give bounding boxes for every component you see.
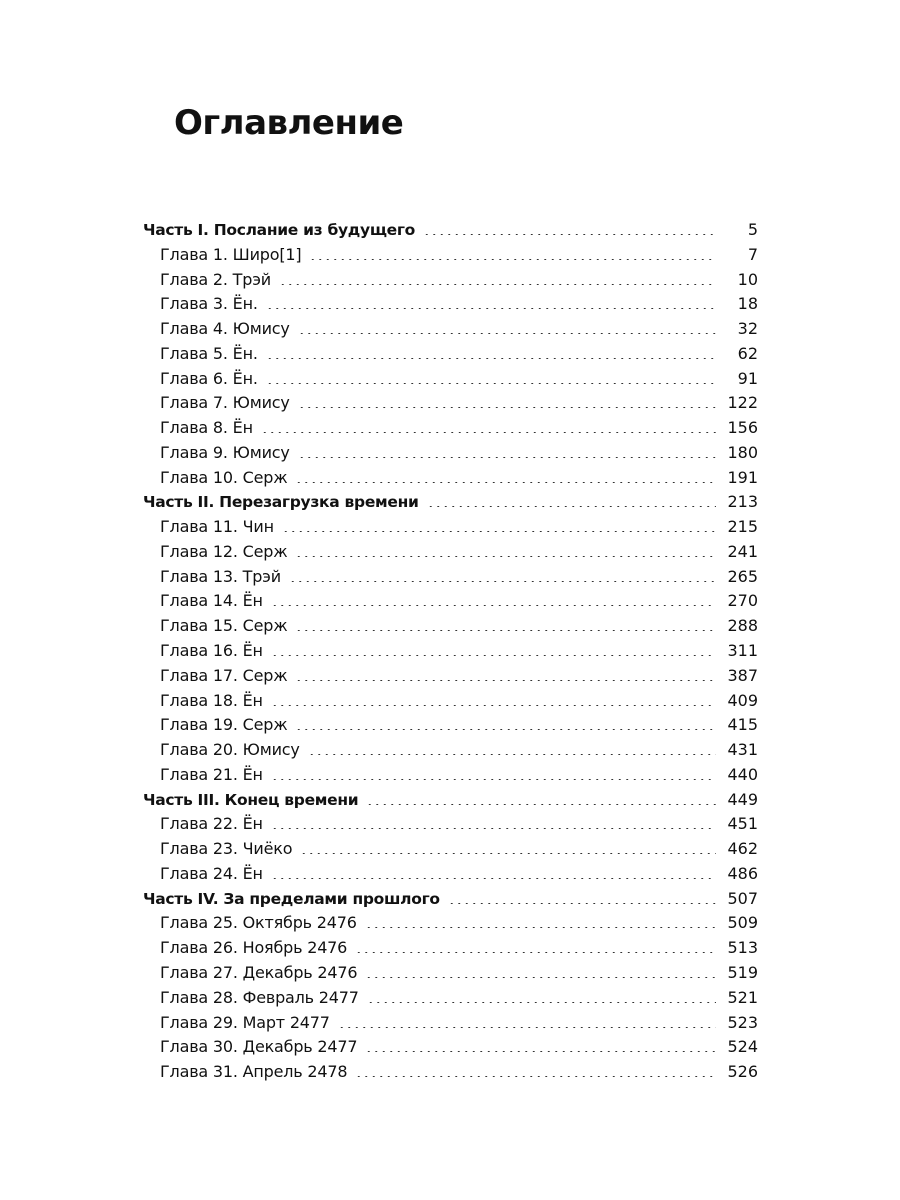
toc-dot-leader [271,828,716,829]
toc-chapter-entry[interactable] [143,812,758,837]
toc-dot-leader [289,581,716,582]
toc-entry-page-number: 387 [727,665,758,685]
toc-entry-page-number: 213 [727,492,758,512]
toc-entry-page-number: 156 [727,418,758,438]
toc-entry-label: Глава 12. Серж [160,541,288,561]
toc-entry-label: Глава 14. Ён [160,591,263,611]
toc-dot-leader [338,1027,716,1028]
toc-dot-leader [295,680,716,681]
toc-entry-label: Глава 25. Октябрь 2476 [160,913,357,933]
toc-entry-label: Глава 31. Апрель 2478 [160,1062,348,1082]
toc-dot-leader [271,705,716,706]
toc-entry-label: Глава 19. Серж [160,715,288,735]
toc-entry-page-number: 7 [747,244,758,264]
toc-chapter-entry[interactable] [143,466,758,491]
toc-chapter-entry[interactable] [143,837,758,862]
toc-entry-label: Глава 7. Юмису [160,393,290,413]
toc-dot-leader [298,333,716,334]
toc-dot-leader [423,234,716,235]
toc-entry-page-number: 513 [727,938,758,958]
toc-dot-leader [427,506,716,507]
toc-entry-page-number: 431 [727,740,758,760]
toc-chapter-entry[interactable] [143,1060,758,1085]
toc-entry-page-number: 311 [727,641,758,661]
toc-entry-label: Глава 6. Ён. [160,368,258,388]
toc-dot-leader [279,284,716,285]
toc-part-entry[interactable] [143,218,758,243]
toc-entry-label: Глава 3. Ён. [160,294,258,314]
table-of-contents [143,218,758,1085]
toc-dot-leader [261,432,716,433]
toc-entry-page-number: 270 [727,591,758,611]
toc-chapter-entry[interactable] [143,689,758,714]
toc-chapter-entry[interactable] [143,763,758,788]
toc-entry-label: Глава 16. Ён [160,641,263,661]
toc-chapter-entry[interactable] [143,936,758,961]
toc-dot-leader [355,952,716,953]
toc-entry-page-number: 288 [727,616,758,636]
toc-entry-page-number: 523 [727,1012,758,1032]
toc-dot-leader [271,605,716,606]
toc-part-entry[interactable] [143,788,758,813]
page-title: Оглавление [174,103,404,143]
toc-entry-label: Глава 23. Чиёко [160,839,293,859]
toc-entry-page-number: 180 [727,442,758,462]
toc-entry-label: Глава 9. Юмису [160,442,290,462]
toc-entry-page-number: 486 [727,863,758,883]
toc-entry-label: Глава 28. Февраль 2477 [160,987,359,1007]
toc-part-entry[interactable] [143,887,758,912]
toc-dot-leader [295,729,716,730]
toc-dot-leader [298,407,716,408]
toc-entry-page-number: 440 [727,764,758,784]
toc-dot-leader [355,1076,716,1077]
toc-dot-leader [271,878,716,879]
toc-entry-page-number: 241 [727,541,758,561]
toc-dot-leader [295,482,716,483]
toc-chapter-entry[interactable] [143,589,758,614]
toc-chapter-entry[interactable] [143,614,758,639]
toc-entry-page-number: 191 [727,467,758,487]
toc-chapter-entry[interactable] [143,1035,758,1060]
toc-entry-page-number: 415 [727,715,758,735]
toc-chapter-entry[interactable] [143,416,758,441]
toc-chapter-entry[interactable] [143,342,758,367]
toc-entry-page-number: 409 [727,690,758,710]
toc-entry-label: Глава 2. Трэй [160,269,271,289]
toc-entry-label: Глава 20. Юмису [160,740,300,760]
toc-dot-leader [365,1051,716,1052]
toc-dot-leader [298,457,716,458]
toc-chapter-entry[interactable] [143,1011,758,1036]
toc-dot-leader [366,804,716,805]
toc-dot-leader [282,531,716,532]
toc-entry-page-number: 524 [727,1037,758,1057]
toc-entry-label: Глава 4. Юмису [160,319,290,339]
toc-entry-page-number: 18 [737,294,758,314]
toc-entry-page-number: 509 [727,913,758,933]
toc-entry-label: Глава 29. Март 2477 [160,1012,330,1032]
toc-entry-page-number: 507 [727,888,758,908]
toc-chapter-entry[interactable] [143,317,758,342]
toc-chapter-entry[interactable] [143,862,758,887]
toc-dot-leader [300,853,716,854]
toc-chapter-entry[interactable] [143,441,758,466]
toc-entry-label: Глава 18. Ён [160,690,263,710]
toc-dot-leader [266,383,716,384]
toc-dot-leader [448,903,716,904]
toc-dot-leader [365,927,716,928]
toc-entry-label: Глава 15. Серж [160,616,288,636]
toc-chapter-entry[interactable] [143,911,758,936]
toc-dot-leader [308,754,716,755]
toc-entry-label: Глава 1. Широ[1] [160,244,302,264]
toc-chapter-entry[interactable] [143,268,758,293]
toc-entry-label: Часть II. Перезагрузка времени [143,493,419,512]
toc-dot-leader [309,259,716,260]
toc-chapter-entry[interactable] [143,367,758,392]
toc-entry-page-number: 5 [747,220,758,239]
toc-chapter-entry[interactable] [143,961,758,986]
toc-entry-page-number: 62 [737,343,758,363]
toc-entry-label: Глава 5. Ён. [160,343,258,363]
toc-dot-leader [271,655,716,656]
toc-chapter-entry[interactable] [143,515,758,540]
toc-entry-label: Глава 11. Чин [160,517,274,537]
toc-entry-label: Глава 8. Ён [160,418,253,438]
toc-dot-leader [266,308,716,309]
toc-chapter-entry[interactable] [143,243,758,268]
toc-chapter-entry[interactable] [143,292,758,317]
toc-dot-leader [295,556,716,557]
toc-part-entry[interactable] [143,490,758,515]
toc-entry-page-number: 215 [727,517,758,537]
toc-dot-leader [295,630,716,631]
toc-entry-page-number: 526 [727,1062,758,1082]
toc-entry-label: Часть I. Послание из будущего [143,221,416,239]
toc-entry-page-number: 462 [727,839,758,859]
toc-dot-leader [271,779,716,780]
toc-chapter-entry[interactable] [143,540,758,565]
toc-chapter-entry[interactable] [143,738,758,763]
toc-entry-page-number: 521 [727,987,758,1007]
toc-dot-leader [365,977,716,978]
toc-entry-page-number: 451 [727,814,758,834]
toc-entry-label: Глава 24. Ён [160,863,263,883]
toc-entry-page-number: 265 [727,566,758,586]
toc-entry-label: Глава 21. Ён [160,764,263,784]
toc-entry-page-number: 10 [737,269,758,289]
toc-entry-page-number: 122 [727,393,758,413]
toc-chapter-entry[interactable] [143,986,758,1011]
toc-chapter-entry[interactable] [143,565,758,590]
toc-entry-label: Глава 10. Серж [160,467,288,487]
toc-chapter-entry[interactable] [143,639,758,664]
toc-entry-label: Глава 17. Серж [160,665,288,685]
toc-entry-page-number: 519 [727,962,758,982]
toc-entry-label: Глава 30. Декабрь 2477 [160,1037,358,1057]
toc-dot-leader [266,358,716,359]
toc-entry-label: Глава 22. Ён [160,814,263,834]
toc-entry-page-number: 32 [737,319,758,339]
toc-entry-page-number: 91 [737,368,758,388]
toc-entry-label: Глава 26. Ноябрь 2476 [160,938,348,958]
toc-entry-page-number: 449 [727,789,758,809]
toc-chapter-entry[interactable] [143,391,758,416]
toc-chapter-entry[interactable] [143,713,758,738]
toc-entry-label: Часть III. Конец времени [143,790,359,809]
toc-entry-label: Часть IV. За пределами прошлого [143,889,440,908]
toc-entry-label: Глава 27. Декабрь 2476 [160,962,358,982]
toc-dot-leader [367,1002,716,1003]
toc-entry-label: Глава 13. Трэй [160,566,281,586]
toc-chapter-entry[interactable] [143,664,758,689]
